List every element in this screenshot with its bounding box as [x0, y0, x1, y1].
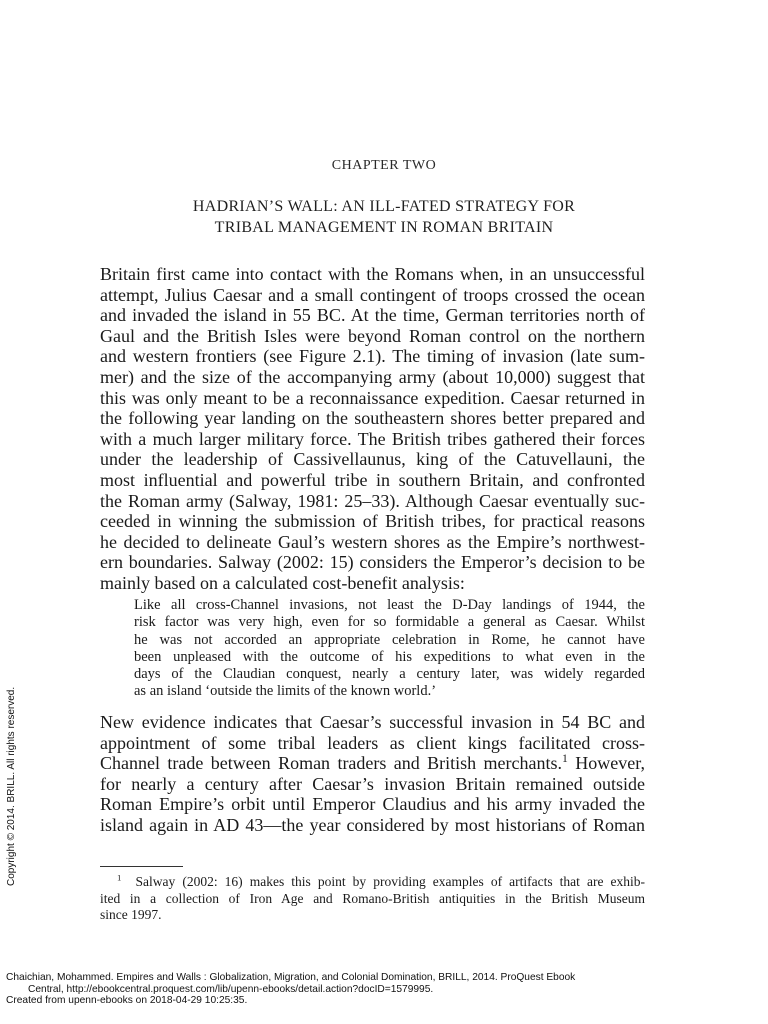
text-line: the following year landing on the southeastern shores better prepared and [100, 408, 645, 429]
text-line: mainly based on a calculated cost-benefit analysis: [100, 572, 465, 593]
text-line: mer) and the size of the accompanying army (about 10,000) suggest that [100, 366, 645, 387]
footnote [100, 874, 645, 924]
paragraph-2 [100, 712, 645, 836]
text-line: most influential and powerful tribe in southern Britain, and confronted [100, 469, 645, 490]
chapter-title-line: TRIBAL MANAGEMENT IN ROMAN BRITAIN [214, 219, 554, 236]
quote-line: risk factor was very high, even for so formidable a general as Caesar. Whilst [134, 614, 645, 631]
footnote-line: since 1997. [100, 907, 162, 922]
copyright-notice: Copyright © 2014. BRILL. All rights reserved. [6, 686, 17, 886]
text-line: this was only meant to be a reconnaissance expedition. Caesar returned in [100, 387, 645, 408]
citation-line[interactable]: Central, http://ebookcentral.proquest.com/lib/upenn-ebooks/detail.action?docID=1579995. [28, 983, 434, 995]
text-line: and invaded the island in 55 BC. At the time, German territories north of [100, 305, 645, 326]
text-line: New evidence indicates that Caesar’s successful invasion in 54 BC and [100, 712, 645, 732]
text-line: under the leadership of Cassivellaunus, king of the Catuvellauni, the [100, 449, 645, 470]
text-line: with a much larger military force. The British tribes gathered their forces [100, 428, 645, 449]
text-line: ern boundaries. Salway (2002: 15) considers the Emperor’s decision to be [100, 552, 645, 573]
text-line: Roman Empire’s orbit until Emperor Claudius and his army invaded the [100, 794, 645, 815]
chapter-title [120, 196, 648, 238]
footnote-line [100, 874, 645, 891]
text-fragment: Salway (2002: 16) makes this point by providing examples of artifacts that are exhib- [135, 874, 646, 889]
text-line: Britain first came into contact with the Romans when, in an unsuccessful [100, 264, 645, 284]
quote-line: as an island ‘outside the limits of the known world.’ [134, 683, 437, 700]
citation-footer [6, 972, 762, 1007]
chapter-label: CHAPTER TWO [331, 158, 437, 173]
text-line: island again in AD 43—the year considered by most historians of Roman [100, 814, 645, 835]
citation-line: Created from upenn-ebooks on 2018-04-29 10:25:35. [6, 995, 248, 1007]
text-line: Gaul and the British Isles were beyond Roman control on the northern [100, 325, 645, 346]
footnote-marker: 1 [117, 872, 122, 883]
quote-line: he was not accorded an appropriate celebration in Rome, he cannot have [134, 631, 645, 648]
text-line [100, 753, 645, 774]
footnote-line: ited in a collection of Iron Age and Romano-British antiquities in the British Museum [100, 890, 645, 906]
text-line: for nearly a century after Caesar’s invasion Britain remained outside [100, 773, 645, 794]
text-line: ceeded in winning the submission of British tribes, for practical reasons [100, 511, 645, 532]
text-line: appointment of some tribal leaders as client kings facilitated cross- [100, 732, 645, 753]
text-line: he decided to delineate Gaul’s western shores as the Empire’s northwest- [100, 531, 645, 552]
citation-line: Chaichian, Mohammed. Empires and Walls : Globalization, Migration, and Colonial Domination, BRILL, 2014. ProQuest Ebook [6, 972, 576, 983]
text-line: the Roman army (Salway, 1981: 25–33). Although Caesar eventually suc- [100, 490, 645, 511]
paragraph-1 [100, 264, 645, 594]
text-fragment: However, [567, 753, 645, 774]
footnote-reference[interactable]: 1 [562, 752, 568, 766]
quote-line: days of the Claudian conquest, nearly a century later, was widely regarded [134, 666, 645, 683]
quote-line: Like all cross-Channel invasions, not least the D-Day landings of 1944, the [134, 597, 645, 613]
block-quote [134, 597, 645, 701]
text-fragment: Channel trade between Roman traders and British merchants. [100, 753, 563, 774]
chapter-title-line: HADRIAN’S WALL: AN ILL-FATED STRATEGY FOR [192, 198, 576, 215]
quote-line: been unpleased with the outcome of his expeditions to what even in the [134, 648, 645, 665]
text-line: and western frontiers (see Figure 2.1). The timing of invasion (late sum- [100, 346, 645, 367]
footnote-divider [100, 866, 183, 867]
text-line: attempt, Julius Caesar and a small contingent of troops crossed the ocean [100, 284, 645, 305]
